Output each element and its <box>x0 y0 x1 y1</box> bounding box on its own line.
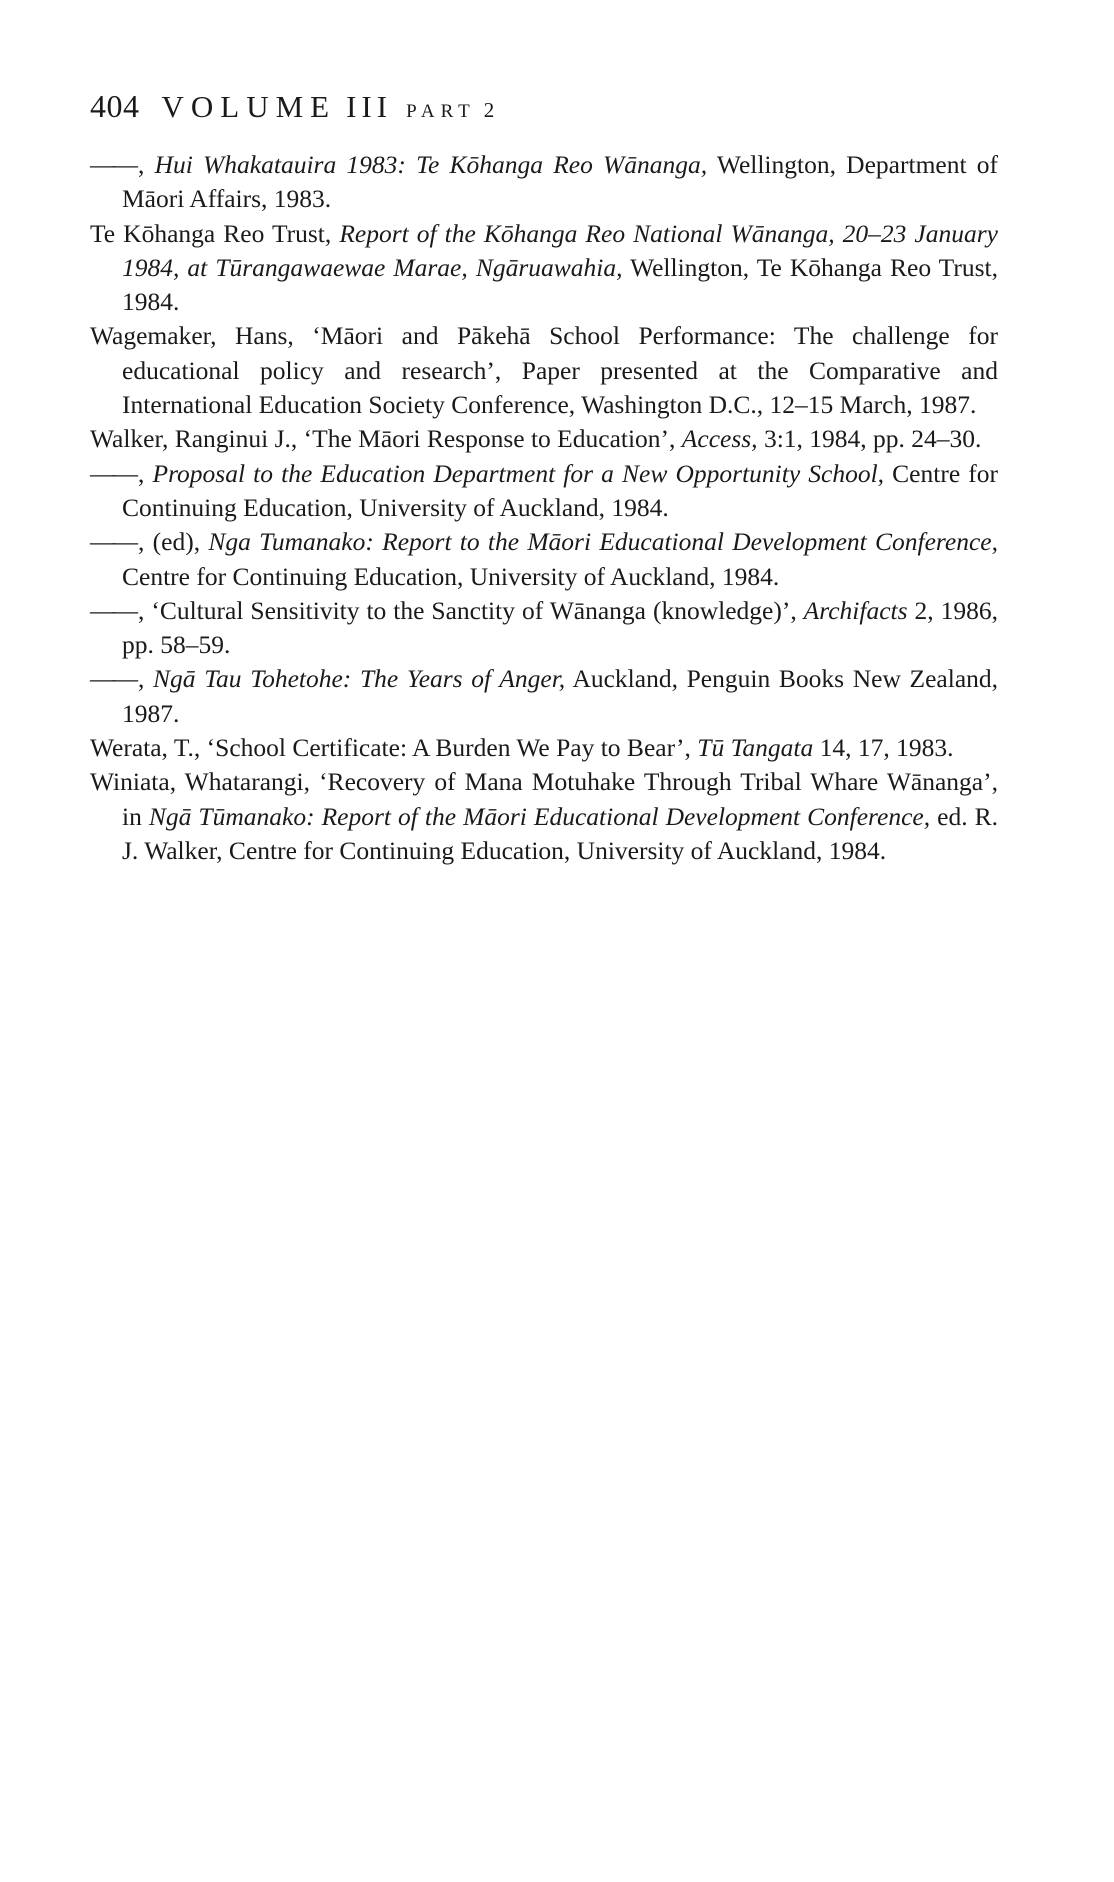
bibliography-entry <box>90 765 998 868</box>
entry-text: , <box>138 458 153 488</box>
entry-text: Winiata, Whatarangi, ‘Recovery of Mana Motuhake Through Tribal Whare Wānanga’, in <box>90 767 998 831</box>
repeat-author-dash: —— <box>90 595 135 625</box>
repeat-author-dash: —— <box>90 527 135 557</box>
entry-text: Wellington, Te Kōhanga Reo Trust, 1984. <box>122 252 998 317</box>
page-number: 404 <box>90 88 140 124</box>
entry-text: 14, 17, 1983. <box>813 733 954 763</box>
bibliography-entry <box>90 662 998 731</box>
bibliography-entry <box>90 319 998 422</box>
entry-title: Access, <box>681 424 758 454</box>
repeat-author-dash: —— <box>90 458 135 488</box>
entry-text: , <box>138 664 154 694</box>
entry-title: Hui Whakatauira 1983: Te Kōhanga Reo Wānanga, <box>154 150 708 179</box>
entry-text: , <box>138 150 155 179</box>
entry-text: 2, 1986, pp. 58–59. <box>122 595 998 660</box>
entry-text: Auckland, Penguin Books New Zealand, 1987. <box>122 664 999 728</box>
entry-text: Wellington, Department of Māori Affairs, 1983. <box>122 150 998 214</box>
volume-label: VOLUME <box>161 89 337 124</box>
entry-title: Ngā Tau Tohetohe: The Years of Anger, <box>153 664 566 694</box>
entry-text: Centre for Continuing Education, University of Auckland, 1984. <box>122 561 780 591</box>
entry-text: 3:1, 1984, pp. 24–30. <box>757 424 982 454</box>
entry-text: , (ed), <box>138 527 209 557</box>
entry-text: Wagemaker, Hans, ‘Māori and Pākehā School Performance: The challenge for educational policy and research’, Paper presented at the Comparative and International Education Society Conference, Washington D.C., 12–15 March, 1987. <box>90 321 998 420</box>
entry-title: Tū Tangata <box>697 733 814 763</box>
entry-title: Ngā Tūmanako: Report of the Māori Educational Development Conference, <box>148 801 931 831</box>
bibliography-list <box>90 148 998 868</box>
entry-title: Archifacts <box>803 595 908 625</box>
part-number: 2 <box>483 98 495 122</box>
entry-text: , ‘Cultural Sensitivity to the Sanctity of Wānanga (knowledge)’, <box>138 595 804 625</box>
entry-text: Te Kōhanga Reo Trust, <box>90 218 340 248</box>
repeat-author-dash: —— <box>90 664 135 694</box>
bibliography-entry <box>90 457 998 526</box>
entry-title: Nga Tumanako: Report to the Māori Educational Development Conference, <box>208 527 998 557</box>
bibliography-entry <box>90 525 998 594</box>
bibliography-entry <box>90 217 998 320</box>
bibliography-entry <box>90 148 998 217</box>
part-label: PART <box>406 101 476 122</box>
repeat-author-dash: —— <box>90 150 135 179</box>
entry-title: Proposal to the Education Department for a New Opportunity School, <box>152 458 885 488</box>
running-head <box>90 88 1010 132</box>
entry-title: Report of the Kōhanga Reo National Wānanga, 20–23 January 1984, at Tūrangawaewae Marae, Ngāruawahia, <box>122 218 998 282</box>
bibliography-entry <box>90 422 998 456</box>
bibliography-entry <box>90 594 998 663</box>
volume-number: III <box>346 89 393 124</box>
entry-text: ed. R. J. Walker, Centre for Continuing Education, University of Auckland, 1984. <box>122 801 998 865</box>
entry-text: Walker, Ranginui J., ‘The Māori Response to Education’, <box>90 424 682 454</box>
bibliography-entry <box>90 731 998 765</box>
entry-text: Werata, T., ‘School Certificate: A Burden We Pay to Bear’, <box>90 733 698 763</box>
entry-text: Centre for Continuing Education, University of Auckland, 1984. <box>122 458 998 522</box>
